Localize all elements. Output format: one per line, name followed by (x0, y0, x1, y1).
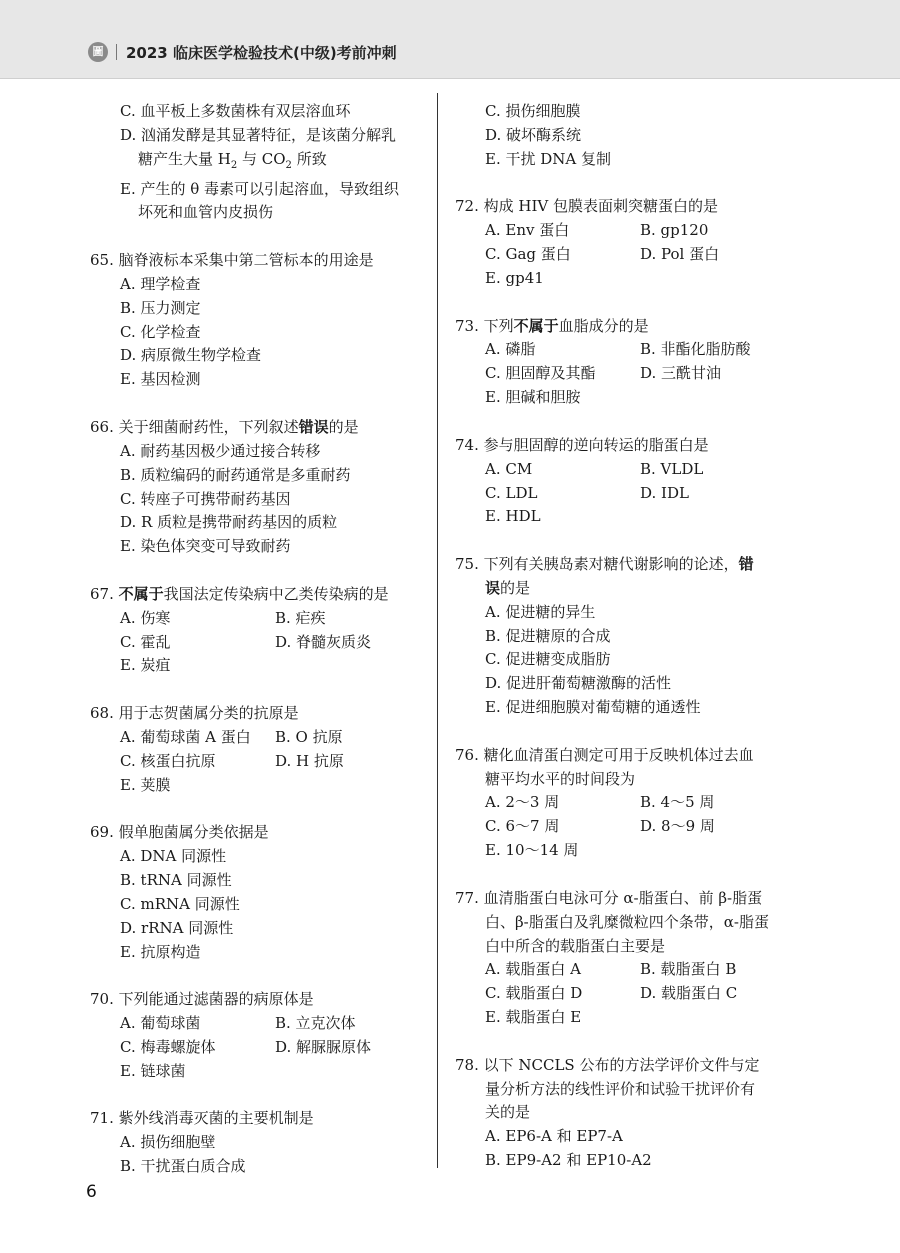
question-74-stem: 74. 参与胆固醇的逆向转运的脂蛋白是 (455, 435, 709, 454)
option-67-e: E. 炭疽 (120, 656, 171, 675)
option-70-b: B. 立克次体 (275, 1014, 356, 1033)
option-66-a: A. 耐药基因极少通过接合转移 (120, 441, 321, 460)
option-67-c: C. 霍乱 (120, 632, 171, 651)
option-75-b: B. 促进糖原的合成 (485, 626, 611, 645)
question-76-stem: 76. 糖化血清蛋白测定可用于反映机体过去血 糖平均水平的时间段为 (455, 745, 754, 788)
option-65-b: B. 压力测定 (120, 298, 201, 317)
option-74-d: D. IDL (640, 483, 689, 502)
option-72-d: D. Pol 蛋白 (640, 245, 720, 264)
question-69-stem: 69. 假单胞菌属分类依据是 (90, 823, 269, 842)
option-71-e: E. 干扰 DNA 复制 (485, 149, 612, 168)
options-67-ab (90, 607, 430, 631)
option-72-a: A. Env 蛋白 (485, 221, 570, 240)
option-70-c: C. 梅毒螺旋体 (120, 1037, 216, 1056)
option-73-b: B. 非酯化脂肪酸 (640, 340, 751, 359)
question-75-stem: 75. 下列有关胰岛素对糖代谢影响的论述，错 误的是 (455, 555, 754, 597)
option-77-a: A. 载脂蛋白 A (485, 960, 581, 979)
option-69-d: D. rRNA 同源性 (120, 918, 234, 937)
question-70-stem: 70. 下列能通过滤菌器的病原体是 (90, 990, 314, 1009)
option-73-e: E. 胆碱和胆胺 (485, 388, 581, 407)
options-73-ab (455, 338, 795, 362)
question-71-stem: 71. 紫外线消毒灭菌的主要机制是 (90, 1109, 314, 1128)
option-66-c: C. 转座子可携带耐药基因 (120, 489, 291, 508)
option-71-c: C. 损伤细胞膜 (485, 102, 581, 120)
option-65-e: E. 基因检测 (120, 370, 201, 389)
option-74-e: E. HDL (485, 507, 541, 526)
option-70-a: A. 葡萄球菌 (120, 1014, 201, 1033)
options-74-ab (455, 458, 795, 482)
option-74-b: B. VLDL (640, 459, 704, 478)
question-67-stem: 67. 不属于我国法定传染病中乙类传染病的是 (90, 584, 389, 603)
options-76-ab (455, 791, 795, 815)
options-70-cd (90, 1036, 430, 1060)
option-74-a: A. CM (485, 459, 533, 478)
question-66-stem: 66. 关于细菌耐药性，下列叙述错误的是 (90, 417, 359, 436)
option-77-b: B. 载脂蛋白 B (640, 960, 737, 979)
option-71-d: D. 破坏酶系统 (485, 125, 582, 144)
option-78-b: B. EP9-A2 和 EP10-A2 (485, 1151, 652, 1170)
column-divider (437, 93, 438, 1168)
option-66-d: D. R 质粒是携带耐药基因的质粒 (120, 513, 338, 532)
book-logo-icon: 圖 (88, 42, 108, 62)
option-70-e: E. 链球菌 (120, 1061, 186, 1080)
option-76-a: A. 2～3 周 (485, 793, 560, 812)
option-75-a: A. 促进糖的异生 (485, 602, 596, 621)
option-68-e: E. 荚膜 (120, 775, 171, 794)
option-77-c: C. 载脂蛋白 D (485, 984, 583, 1003)
option-78-a: A. EP6-A 和 EP7-A (485, 1127, 623, 1146)
options-77-ab (455, 958, 795, 982)
page-number: 6 (86, 1182, 97, 1202)
option-72-c: C. Gag 蛋白 (485, 245, 571, 264)
options-76-cd (455, 815, 795, 839)
question-78-stem: 78. 以下 NCCLS 公布的方法学评价文件与定 量分析方法的线性评价和试验干扰评价有 关的是 (455, 1055, 760, 1122)
option-64-d: D. 汹涌发酵是其显著特征，是该菌分解乳 糖产生大量 $H_2$ 与 $CO_2$ 所致 (120, 125, 397, 171)
options-67-cd (90, 631, 430, 655)
option-73-d: D. 三酰甘油 (640, 364, 722, 383)
option-71-a: A. 损伤细胞壁 (120, 1133, 216, 1152)
option-68-c: C. 核蛋白抗原 (120, 751, 216, 770)
option-65-d: D. 病原微生物学检查 (120, 346, 262, 365)
option-68-d: D. H 抗原 (275, 751, 344, 770)
option-77-e: E. 载脂蛋白 E (485, 1008, 582, 1027)
option-76-b: B. 4～5 周 (640, 793, 715, 812)
option-73-a: A. 磷脂 (485, 340, 536, 359)
question-73-stem: 73. 下列不属于血脂成分的是 (455, 316, 649, 335)
options-73-cd (455, 362, 795, 386)
options-70-ab (90, 1012, 430, 1036)
option-77-d: D. 载脂蛋白 C (640, 984, 738, 1003)
right-column (455, 100, 795, 1173)
option-75-e: E. 促进细胞膜对葡萄糖的通透性 (485, 698, 701, 717)
option-67-b: B. 疟疾 (275, 608, 326, 627)
question-72-stem: 72. 构成 HIV 包膜表面刺突糖蛋白的是 (455, 197, 718, 216)
option-69-e: E. 抗原构造 (120, 942, 201, 961)
option-68-a: A. 葡萄球菌 A 蛋白 (120, 727, 251, 746)
option-75-c: C. 促进糖变成脂肪 (485, 650, 611, 669)
option-65-c: C. 化学检查 (120, 322, 201, 341)
options-72-ab (455, 219, 795, 243)
book-title: 2023 临床医学检验技术(中级)考前冲刺 (126, 44, 397, 62)
option-66-b: B. 质粒编码的耐药通常是多重耐药 (120, 465, 351, 484)
options-77-cd (455, 982, 795, 1006)
options-74-cd (455, 482, 795, 506)
options-68-cd (90, 750, 430, 774)
option-64-c: C. 血平板上多数菌株有双层溶血环 (120, 102, 351, 120)
option-69-a: A. DNA 同源性 (120, 847, 227, 866)
option-74-c: C. LDL (485, 483, 538, 502)
page-header (0, 0, 900, 79)
options-72-cd (455, 243, 795, 267)
option-69-b: B. tRNA 同源性 (120, 871, 232, 889)
options-68-ab (90, 726, 430, 750)
option-76-d: D. 8～9 周 (640, 817, 715, 836)
option-68-b: B. O 抗原 (275, 727, 343, 746)
question-77-stem: 77. 血清脂蛋白电泳可分 α-脂蛋白、前 β-脂蛋 白、β-脂蛋白及乳糜微粒四个条带，α-脂蛋 白中所含的载脂蛋白主要是 (455, 888, 769, 955)
header-divider (116, 44, 117, 60)
option-67-a: A. 伤寒 (120, 608, 171, 627)
option-76-c: C. 6～7 周 (485, 817, 560, 836)
option-75-d: D. 促进肝葡萄糖激酶的活性 (485, 674, 672, 693)
option-67-d: D. 脊髓灰质炎 (275, 632, 372, 651)
option-64-e: E. 产生的 θ 毒素可以引起溶血，导致组织 坏死和血管内皮损伤 (120, 179, 400, 222)
option-69-c: C. mRNA 同源性 (120, 894, 240, 913)
option-65-a: A. 理学检查 (120, 274, 201, 293)
option-72-e: E. gp41 (485, 268, 544, 287)
option-73-c: C. 胆固醇及其酯 (485, 364, 596, 383)
option-70-d: D. 解脲脲原体 (275, 1037, 372, 1056)
option-71-b: B. 干扰蛋白质合成 (120, 1157, 246, 1176)
question-68-stem: 68. 用于志贺菌属分类的抗原是 (90, 704, 299, 723)
question-65-stem: 65. 脑脊液标本采集中第二管标本的用途是 (90, 251, 374, 270)
option-72-b: B. gp120 (640, 221, 709, 240)
option-76-e: E. 10～14 周 (485, 841, 579, 860)
left-column (90, 100, 430, 1179)
option-66-e: E. 染色体突变可导致耐药 (120, 537, 291, 556)
